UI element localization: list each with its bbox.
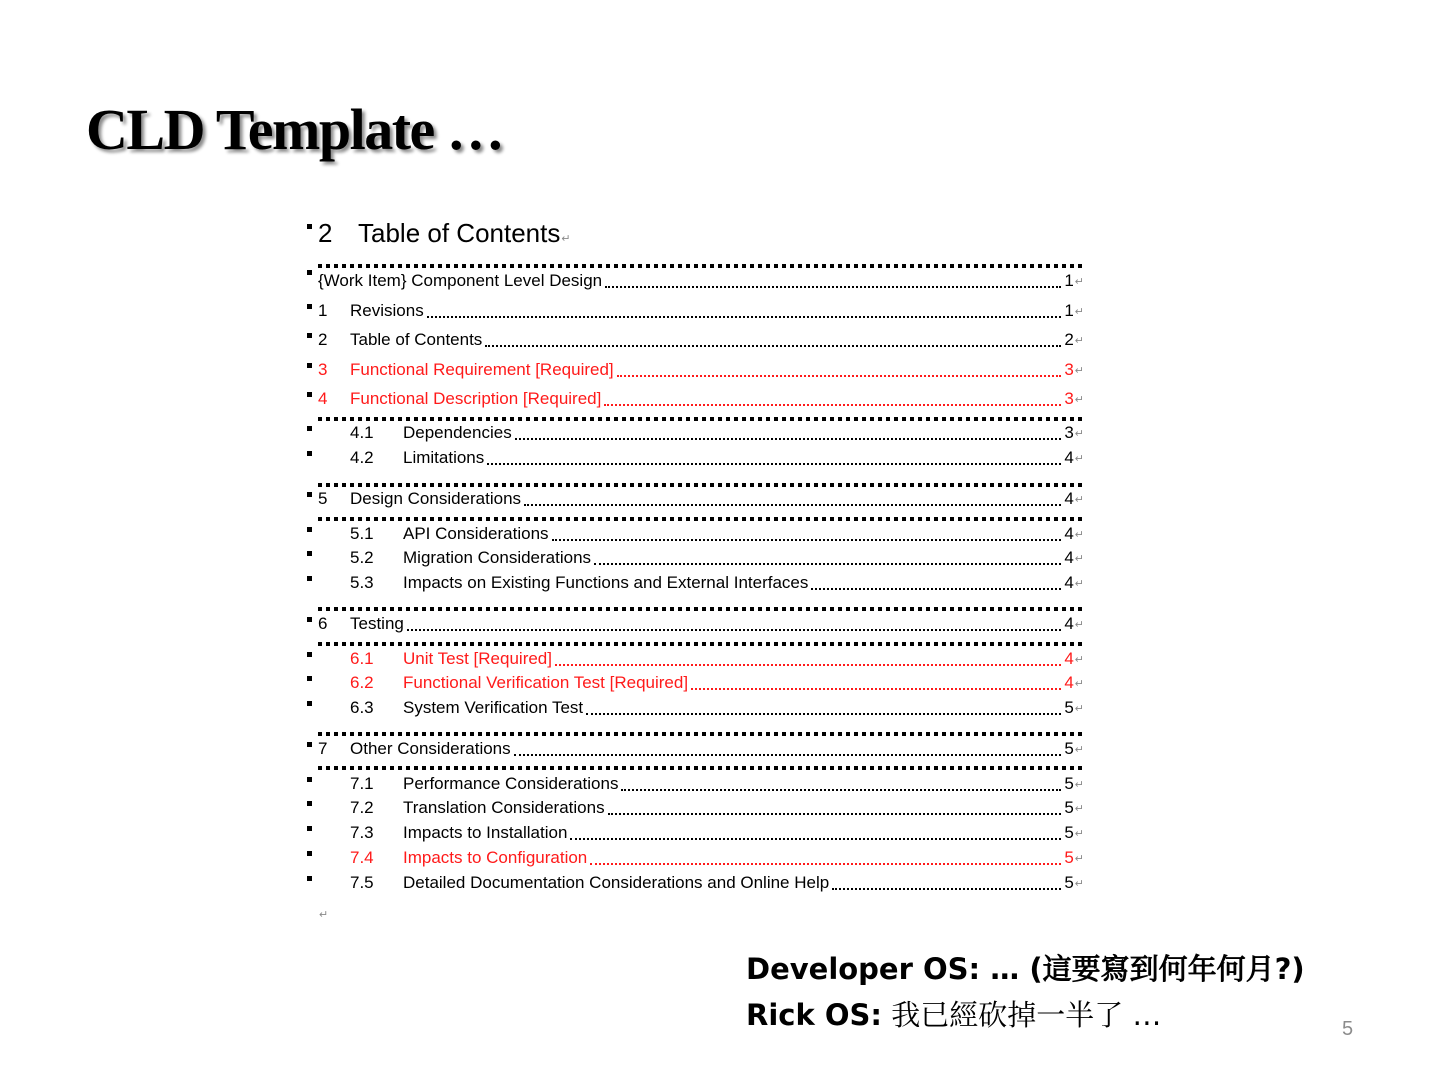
paragraph-mark-icon: ↵ xyxy=(1074,677,1084,690)
toc-entry-page: 4 xyxy=(1064,614,1074,633)
dot-leader xyxy=(811,588,1061,590)
paragraph-mark-icon: ↵ xyxy=(1074,334,1084,347)
toc-entry-page: 2 xyxy=(1064,330,1074,349)
speaker-notes xyxy=(746,946,1305,1038)
toc-entry-page: 1 xyxy=(1064,301,1074,320)
dot-leader xyxy=(594,563,1061,565)
paragraph-marker xyxy=(307,551,312,556)
paragraph-mark-icon: ↵ xyxy=(1074,577,1084,590)
dot-leader xyxy=(570,838,1061,840)
toc-entry xyxy=(318,359,1084,381)
toc-entry-title: Performance Considerations xyxy=(403,774,619,793)
paragraph-marker xyxy=(307,742,312,747)
toc-entry xyxy=(350,447,1084,469)
toc-entry-title: Dependencies xyxy=(403,423,512,442)
paragraph-marker xyxy=(307,224,312,229)
toc-entry-number: 5.2 xyxy=(350,548,374,567)
toc-entry xyxy=(350,872,1084,894)
toc-entry-number: 7 xyxy=(318,739,328,758)
rick-text: 我已經砍掉一半了 … xyxy=(881,998,1162,1032)
toc-entry xyxy=(318,488,1084,510)
paragraph-marker xyxy=(307,876,312,881)
toc-entry-page: 4 xyxy=(1064,524,1074,543)
dot-leader xyxy=(617,375,1062,377)
dot-leader xyxy=(514,754,1062,756)
dotted-separator xyxy=(318,766,1084,770)
paragraph-marker xyxy=(307,363,312,368)
toc-entry-title: Unit Test [Required] xyxy=(403,649,552,668)
dot-leader xyxy=(832,888,1061,890)
paragraph-marker xyxy=(307,270,312,275)
dotted-separator xyxy=(318,483,1084,487)
toc-entry xyxy=(350,672,1084,694)
paragraph-marker xyxy=(307,333,312,338)
rick-note xyxy=(746,992,1305,1038)
toc-entry-number: 4.2 xyxy=(350,448,374,467)
toc-entry-title: Migration Considerations xyxy=(403,548,592,567)
paragraph-mark-icon: ↵ xyxy=(319,909,329,921)
paragraph-marker xyxy=(307,826,312,831)
dot-leader xyxy=(621,789,1061,791)
toc-entry-number: 6.3 xyxy=(350,698,374,717)
toc-entry-page: 4 xyxy=(1064,548,1074,567)
dotted-separator xyxy=(318,607,1084,611)
toc-entry-page: 4 xyxy=(1064,573,1074,592)
toc-entry xyxy=(318,388,1084,410)
slide-number: 5 xyxy=(1342,1018,1354,1040)
paragraph-marker xyxy=(307,801,312,806)
paragraph-marker xyxy=(307,701,312,706)
toc-entry-title: {Work Item} Component Level Design xyxy=(318,271,603,290)
toc-entry xyxy=(350,648,1084,670)
toc-entry-title: Functional Requirement [Required] xyxy=(350,360,614,379)
toc-entry-page: 4 xyxy=(1064,448,1074,467)
paragraph-mark-icon: ↵ xyxy=(1074,852,1084,865)
paragraph-marker xyxy=(307,777,312,782)
paragraph-mark-icon: ↵ xyxy=(1074,427,1084,440)
dotted-separator xyxy=(318,732,1084,736)
paragraph-marker xyxy=(307,617,312,622)
toc-entry-title: Table of Contents xyxy=(350,330,483,349)
dot-leader xyxy=(524,504,1061,506)
dot-leader xyxy=(605,286,1061,288)
toc-entry-number: 5.3 xyxy=(350,573,374,592)
toc-entry-page: 5 xyxy=(1064,823,1074,842)
toc-entry-number: 7.2 xyxy=(350,798,374,817)
toc-entry-page: 1 xyxy=(1064,271,1074,290)
paragraph-marker xyxy=(307,426,312,431)
paragraph-marker xyxy=(307,676,312,681)
toc-entry-page: 5 xyxy=(1064,798,1074,817)
paragraph-mark-icon: ↵ xyxy=(1074,393,1084,406)
toc-entry-title: Limitations xyxy=(403,448,485,467)
dotted-separator xyxy=(318,642,1084,646)
toc-entry-page: 3 xyxy=(1064,423,1074,442)
paragraph-mark-icon: ↵ xyxy=(1074,827,1084,840)
paragraph-marker xyxy=(307,492,312,497)
toc-entry-page: 5 xyxy=(1064,774,1074,793)
toc-entry xyxy=(318,738,1084,760)
toc-entry xyxy=(318,329,1084,351)
paragraph-mark-icon: ↵ xyxy=(1074,364,1084,377)
dotted-separator xyxy=(318,264,1084,268)
dot-leader xyxy=(485,345,1061,347)
rick-label: Rick OS: xyxy=(746,998,882,1032)
toc-entry xyxy=(350,697,1084,719)
paragraph-mark-icon: ↵ xyxy=(1074,493,1084,506)
toc-entry-title: API Considerations xyxy=(403,524,549,543)
toc-entry-number: 7.4 xyxy=(350,848,374,867)
dot-leader xyxy=(552,539,1062,541)
toc-entry-number: 7.3 xyxy=(350,823,374,842)
toc-entry-title: Functional Description [Required] xyxy=(350,389,602,408)
paragraph-mark-icon: ↵ xyxy=(1074,778,1084,791)
paragraph-marker xyxy=(307,576,312,581)
dot-leader xyxy=(515,438,1062,440)
toc-entry-title: System Verification Test xyxy=(403,698,584,717)
paragraph-marker xyxy=(307,851,312,856)
toc-entry-title: Impacts on Existing Functions and External Interfaces xyxy=(403,573,809,592)
toc-entry-page: 4 xyxy=(1064,489,1074,508)
paragraph-mark-icon: ↵ xyxy=(1074,702,1084,715)
toc-entry-title: Translation Considerations xyxy=(403,798,605,817)
toc-entry-page: 5 xyxy=(1064,698,1074,717)
table-of-contents-image xyxy=(300,210,1100,930)
toc-entry xyxy=(350,822,1084,844)
paragraph-marker xyxy=(307,304,312,309)
toc-entry-number: 5.1 xyxy=(350,524,374,543)
dot-leader xyxy=(590,863,1061,865)
toc-entry xyxy=(350,523,1084,545)
slide-title: CLD Template … xyxy=(86,97,504,162)
toc-entry-page: 5 xyxy=(1064,873,1074,892)
dot-leader xyxy=(604,404,1061,406)
toc-entry xyxy=(350,773,1084,795)
toc-heading xyxy=(318,218,571,249)
paragraph-mark-icon: ↵ xyxy=(1074,618,1084,631)
toc-entry-number: 7.5 xyxy=(350,873,374,892)
toc-entry-number: 6.2 xyxy=(350,673,374,692)
toc-entry xyxy=(350,547,1084,569)
toc-entry-number: 5 xyxy=(318,489,328,508)
dot-leader xyxy=(407,629,1061,631)
toc-entry xyxy=(350,847,1084,869)
paragraph-mark-icon: ↵ xyxy=(1074,528,1084,541)
toc-entry xyxy=(350,422,1084,444)
toc-entry-page: 5 xyxy=(1064,848,1074,867)
toc-entry-page: 5 xyxy=(1064,739,1074,758)
toc-entry-title: Impacts to Configuration xyxy=(403,848,588,867)
paragraph-mark-icon: ↵ xyxy=(1074,275,1084,288)
toc-entry xyxy=(350,572,1084,594)
toc-entry xyxy=(318,270,1084,292)
toc-entry-title: Impacts to Installation xyxy=(403,823,568,842)
dot-leader xyxy=(555,664,1061,666)
toc-entry-number: 2 xyxy=(318,330,328,349)
paragraph-marker xyxy=(307,451,312,456)
toc-entry-number: 1 xyxy=(318,301,328,320)
paragraph-mark-icon: ↵ xyxy=(1074,305,1084,318)
dotted-separator xyxy=(318,417,1084,421)
toc-entry-page: 4 xyxy=(1064,649,1074,668)
toc-entry-title: Revisions xyxy=(350,301,424,320)
toc-entry-number: 4 xyxy=(318,389,328,408)
paragraph-marker xyxy=(307,392,312,397)
toc-entry xyxy=(350,797,1084,819)
dot-leader xyxy=(427,316,1062,318)
paragraph-mark-icon: ↵ xyxy=(1074,552,1084,565)
toc-entry-number: 4.1 xyxy=(350,423,374,442)
developer-text: … (這要寫到何年何月?) xyxy=(980,952,1305,986)
dot-leader xyxy=(608,813,1062,815)
toc-entry xyxy=(318,613,1084,635)
toc-entry-title: Functional Verification Test [Required] xyxy=(403,673,689,692)
toc-entry-number: 6.1 xyxy=(350,649,374,668)
paragraph-marker xyxy=(307,527,312,532)
toc-entry-page: 3 xyxy=(1064,389,1074,408)
toc-heading-title: Table of Contents xyxy=(358,218,561,248)
toc-entry-title: Testing xyxy=(350,614,404,633)
toc-entry-title: Other Considerations xyxy=(350,739,511,758)
toc-entry-page: 3 xyxy=(1064,360,1074,379)
paragraph-mark-icon: ↵ xyxy=(1074,452,1084,465)
dot-leader xyxy=(691,688,1061,690)
dot-leader xyxy=(586,713,1061,715)
developer-note xyxy=(746,946,1305,992)
paragraph-mark-icon: ↵ xyxy=(561,233,571,245)
paragraph-mark-icon: ↵ xyxy=(1074,802,1084,815)
paragraph-mark-icon: ↵ xyxy=(1074,653,1084,666)
toc-entry-number: 3 xyxy=(318,360,328,379)
toc-entry-title: Detailed Documentation Considerations and Online Help xyxy=(403,873,830,892)
toc-entry xyxy=(318,300,1084,322)
paragraph-marker xyxy=(307,652,312,657)
paragraph-mark-icon: ↵ xyxy=(1074,743,1084,756)
toc-entry-number: 7.1 xyxy=(350,774,374,793)
paragraph-mark-icon: ↵ xyxy=(1074,877,1084,890)
dot-leader xyxy=(487,463,1061,465)
toc-entry-title: Design Considerations xyxy=(350,489,522,508)
developer-label: Developer OS: xyxy=(746,952,981,986)
toc-entry-page: 4 xyxy=(1064,673,1074,692)
dotted-separator xyxy=(318,517,1084,521)
toc-heading-number: 2 xyxy=(318,218,333,248)
toc-entry-number: 6 xyxy=(318,614,328,633)
